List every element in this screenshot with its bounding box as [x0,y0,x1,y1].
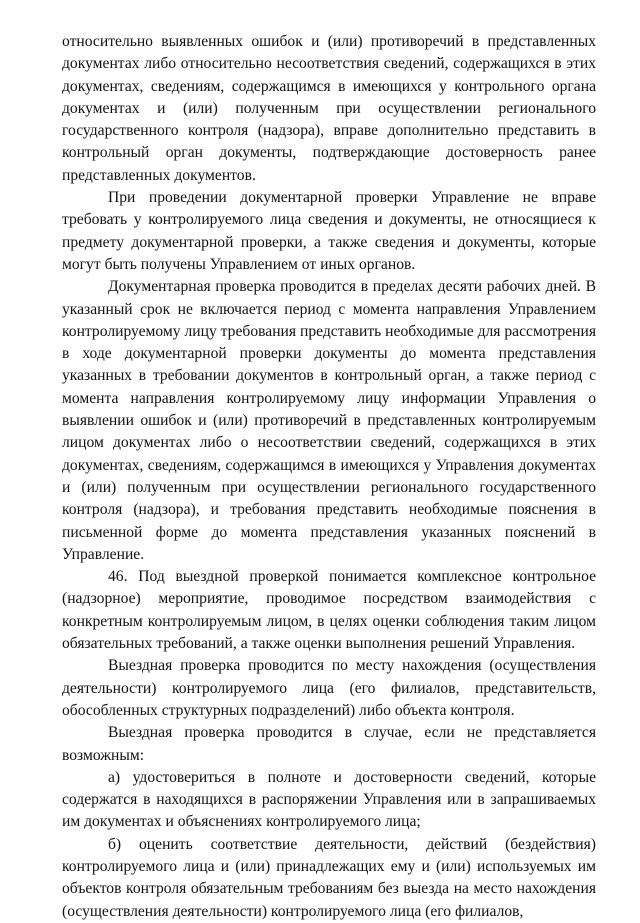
paragraph-documentary-check-duration: Документарная проверка проводится в пределах десяти рабочих дней. В указанный срок не включается период с момента направления Управлением контролируемому лицу требования представить необходимые для рассмотрения в ходе документарной проверки документы до момента представления указанных в требовании документов в контрольный орган, а также период с момента направления контролируемому лицу информации Управления о выявлении ошибок и (или) противоречий в представленных контролируемым лицом документах либо о несоответствии сведений, содержащихся в этих документах, сведениям, содержащимся в имеющихся у Управления документах и (или) полученным при осуществлении регионального государственного контроля (надзора), и требования представить необходимые пояснения в письменной форме до момента представления указанных пояснений в Управление. [62,278,596,563]
paragraph-continuation: относительно выявленных ошибок и (или) противоречий в представленных документах либо относительно несоответствия сведений, содержащихся в этих документах, сведениям, содержащимся в имеющихся у контрольного органа документах и (или) полученным при осуществлении регионального государственного контроля (надзора), вправе дополнительно представить в контрольный орган документы, подтверждающие достоверность ранее представленных документов. [62,33,596,184]
list-item-b: б) оценить соответствие деятельности, действий (бездействия) контролируемого лица и (или) принадлежащих ему и (или) используемых им объектов контроля обязательным требованиям без выезда на место нахождения (осуществления деятельности) контролируемого лица (его филиалов, [62,835,596,920]
paragraph-46-onsite-check-definition: 46. Под выездной проверкой понимается комплексное контрольное (надзорное) мероприятие, проводимое посредством взаимодействия с конкретным контролируемым лицом, в целях оценки соблюдения таким лицом обязательных требований, а также оценки выполнения решений Управления. [62,568,596,653]
paragraph-onsite-check-location: Выездная проверка проводится по месту нахождения (осуществления деятельности) контролируемого лица (его филиалов, представительств, обособленных структурных подразделений) либо объекта контроля. [62,657,596,719]
paragraph-onsite-check-conditions: Выездная проверка проводится в случае, если не представляется возможным: [62,724,596,764]
document-body [62,31,596,923]
list-item-a: а) удостовериться в полноте и достоверности сведений, которые содержатся в находящихся в распоряжении Управления или в запрашиваемых им документах и объяснениях контролируемого лица; [62,768,596,831]
paragraph-documentary-check-restrictions: При проведении документарной проверки Управление не вправе требовать у контролируемого лица сведения и документы, не относящиеся к предмету документарной проверки, а также сведения и документы, которые могут быть получены Управлением от иных органов. [62,189,596,273]
